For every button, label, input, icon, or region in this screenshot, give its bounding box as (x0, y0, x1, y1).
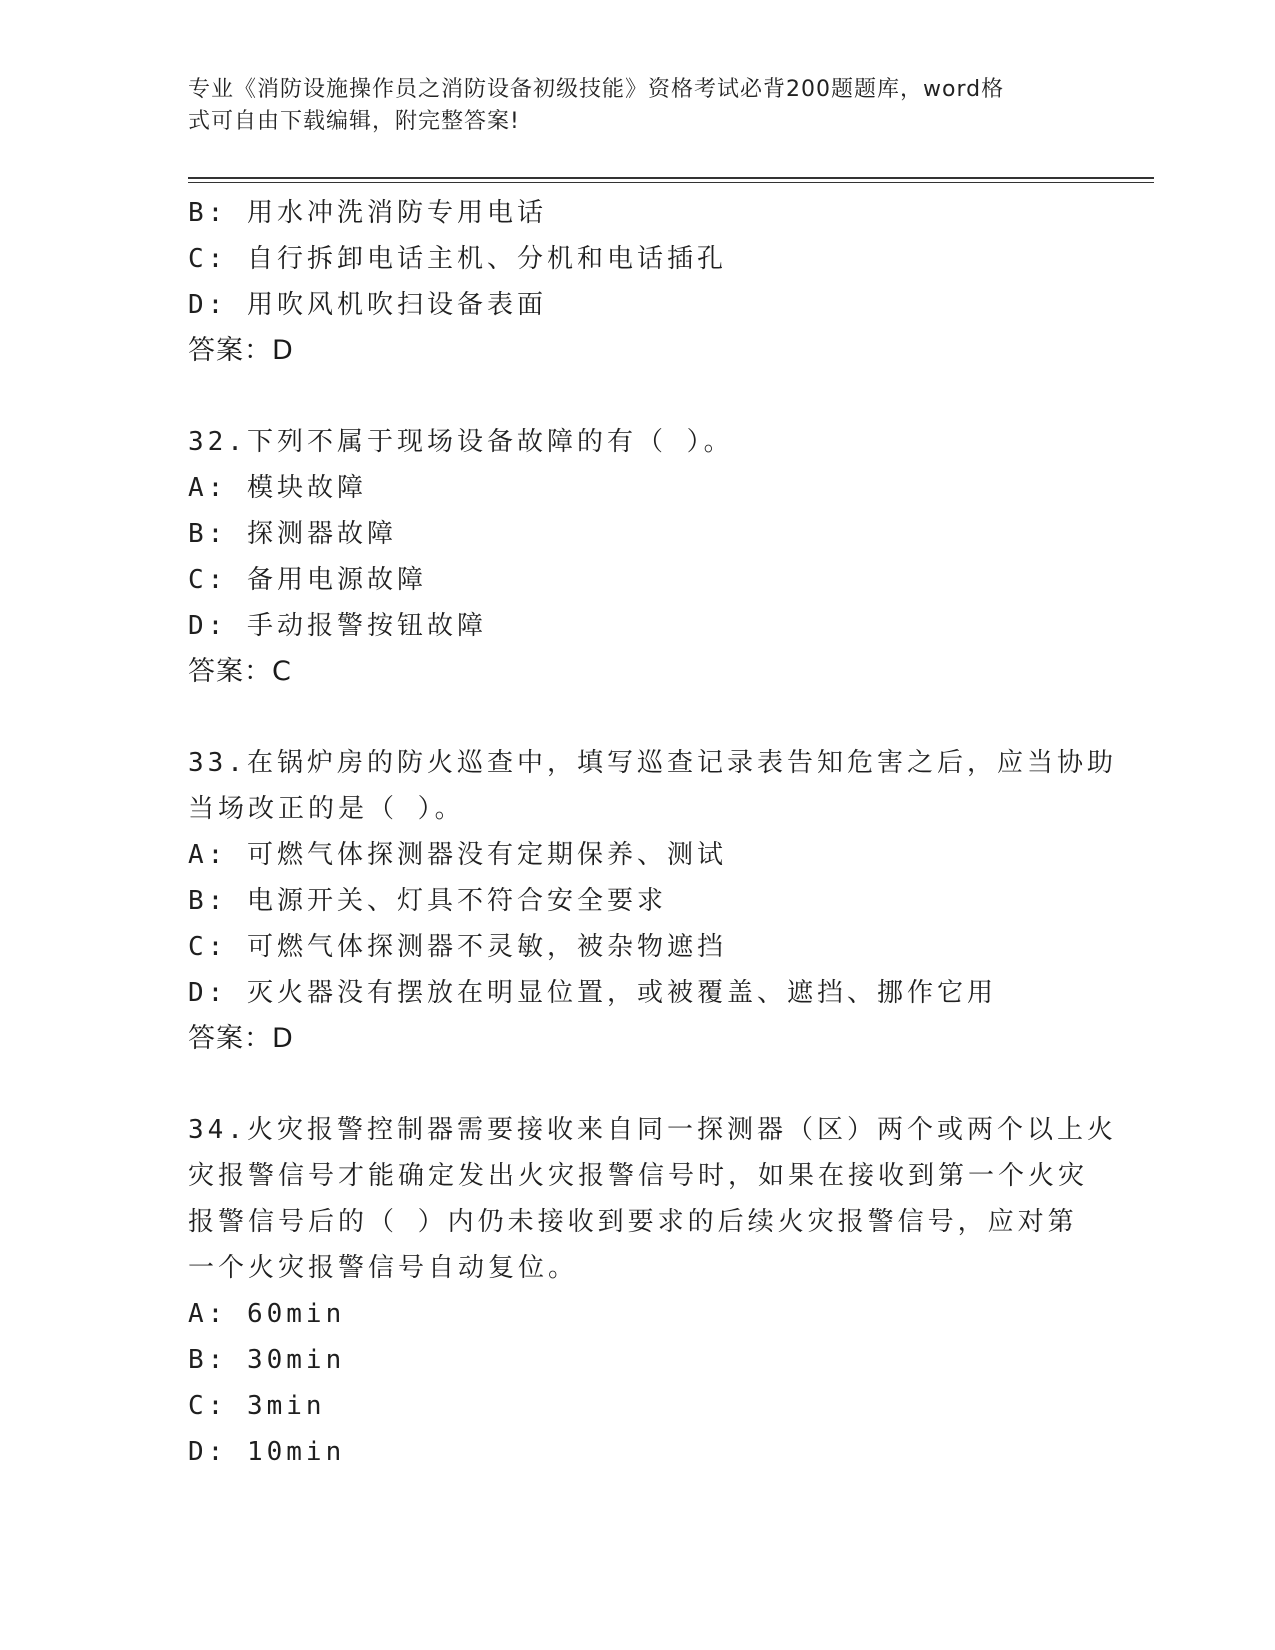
option-b: B: 电源开关、灯具不符合安全要求 (188, 886, 667, 916)
option-c: C: 自行拆卸电话主机、分机和电话插孔 (188, 244, 727, 274)
question-text-line-2: 灾报警信号才能确定发出火灾报警信号时，如果在接收到第一个火灾 (188, 1161, 1089, 1191)
option-b: B: 30min (188, 1345, 346, 1375)
option-c: C: 备用电源故障 (188, 565, 427, 595)
document-header (188, 74, 1068, 138)
question-32 (188, 419, 1088, 695)
header-line-1: 专业《消防设施操作员之消防设备初级技能》资格考试必背200题题库，word格 (188, 77, 1005, 102)
answer-line: 答案：D (188, 1023, 294, 1054)
option-a: A: 可燃气体探测器没有定期保养、测试 (188, 840, 727, 870)
spacer (188, 1062, 1088, 1107)
answer-line: 答案：D (188, 335, 294, 366)
document-body (188, 190, 1117, 1475)
question-34 (188, 1107, 1117, 1475)
question-text-line-1: 33.在锅炉房的防火巡查中，填写巡查记录表告知危害之后，应当协助 (188, 748, 1117, 778)
question-text-line-3: 报警信号后的（ ）内仍未接收到要求的后续火灾报警信号，应对第 (188, 1207, 1078, 1237)
option-d: D: 灭火器没有摆放在明显位置，或被覆盖、遮挡、挪作它用 (188, 978, 997, 1008)
option-d: D: 用吹风机吹扫设备表面 (188, 290, 547, 320)
option-b: B: 探测器故障 (188, 519, 397, 549)
option-a: A: 模块故障 (188, 473, 367, 503)
option-a: A: 60min (188, 1299, 346, 1329)
spacer (188, 695, 1088, 740)
question-31-tail (188, 190, 1088, 374)
option-d: D: 10min (188, 1437, 346, 1467)
question-text: 32.下列不属于现场设备故障的有（ ）。 (188, 427, 734, 457)
spacer (188, 374, 1088, 419)
header-line-2: 式可自由下载编辑，附完整答案! (188, 109, 520, 134)
option-c: C: 可燃气体探测器不灵敏，被杂物遮挡 (188, 932, 727, 962)
question-text-line-2: 当场改正的是（ ）。 (188, 794, 465, 824)
option-b: B: 用水冲洗消防专用电话 (188, 198, 547, 228)
option-c: C: 3min (188, 1391, 326, 1421)
option-d: D: 手动报警按钮故障 (188, 611, 487, 641)
header-divider-thick (188, 177, 1154, 179)
header-divider-thin (188, 182, 1154, 183)
answer-line: 答案：C (188, 656, 292, 687)
question-text-line-4: 一个火灾报警信号自动复位。 (188, 1253, 579, 1283)
question-33 (188, 740, 1117, 1062)
question-text-line-1: 34.火灾报警控制器需要接收来自同一探测器（区）两个或两个以上火 (188, 1115, 1117, 1145)
